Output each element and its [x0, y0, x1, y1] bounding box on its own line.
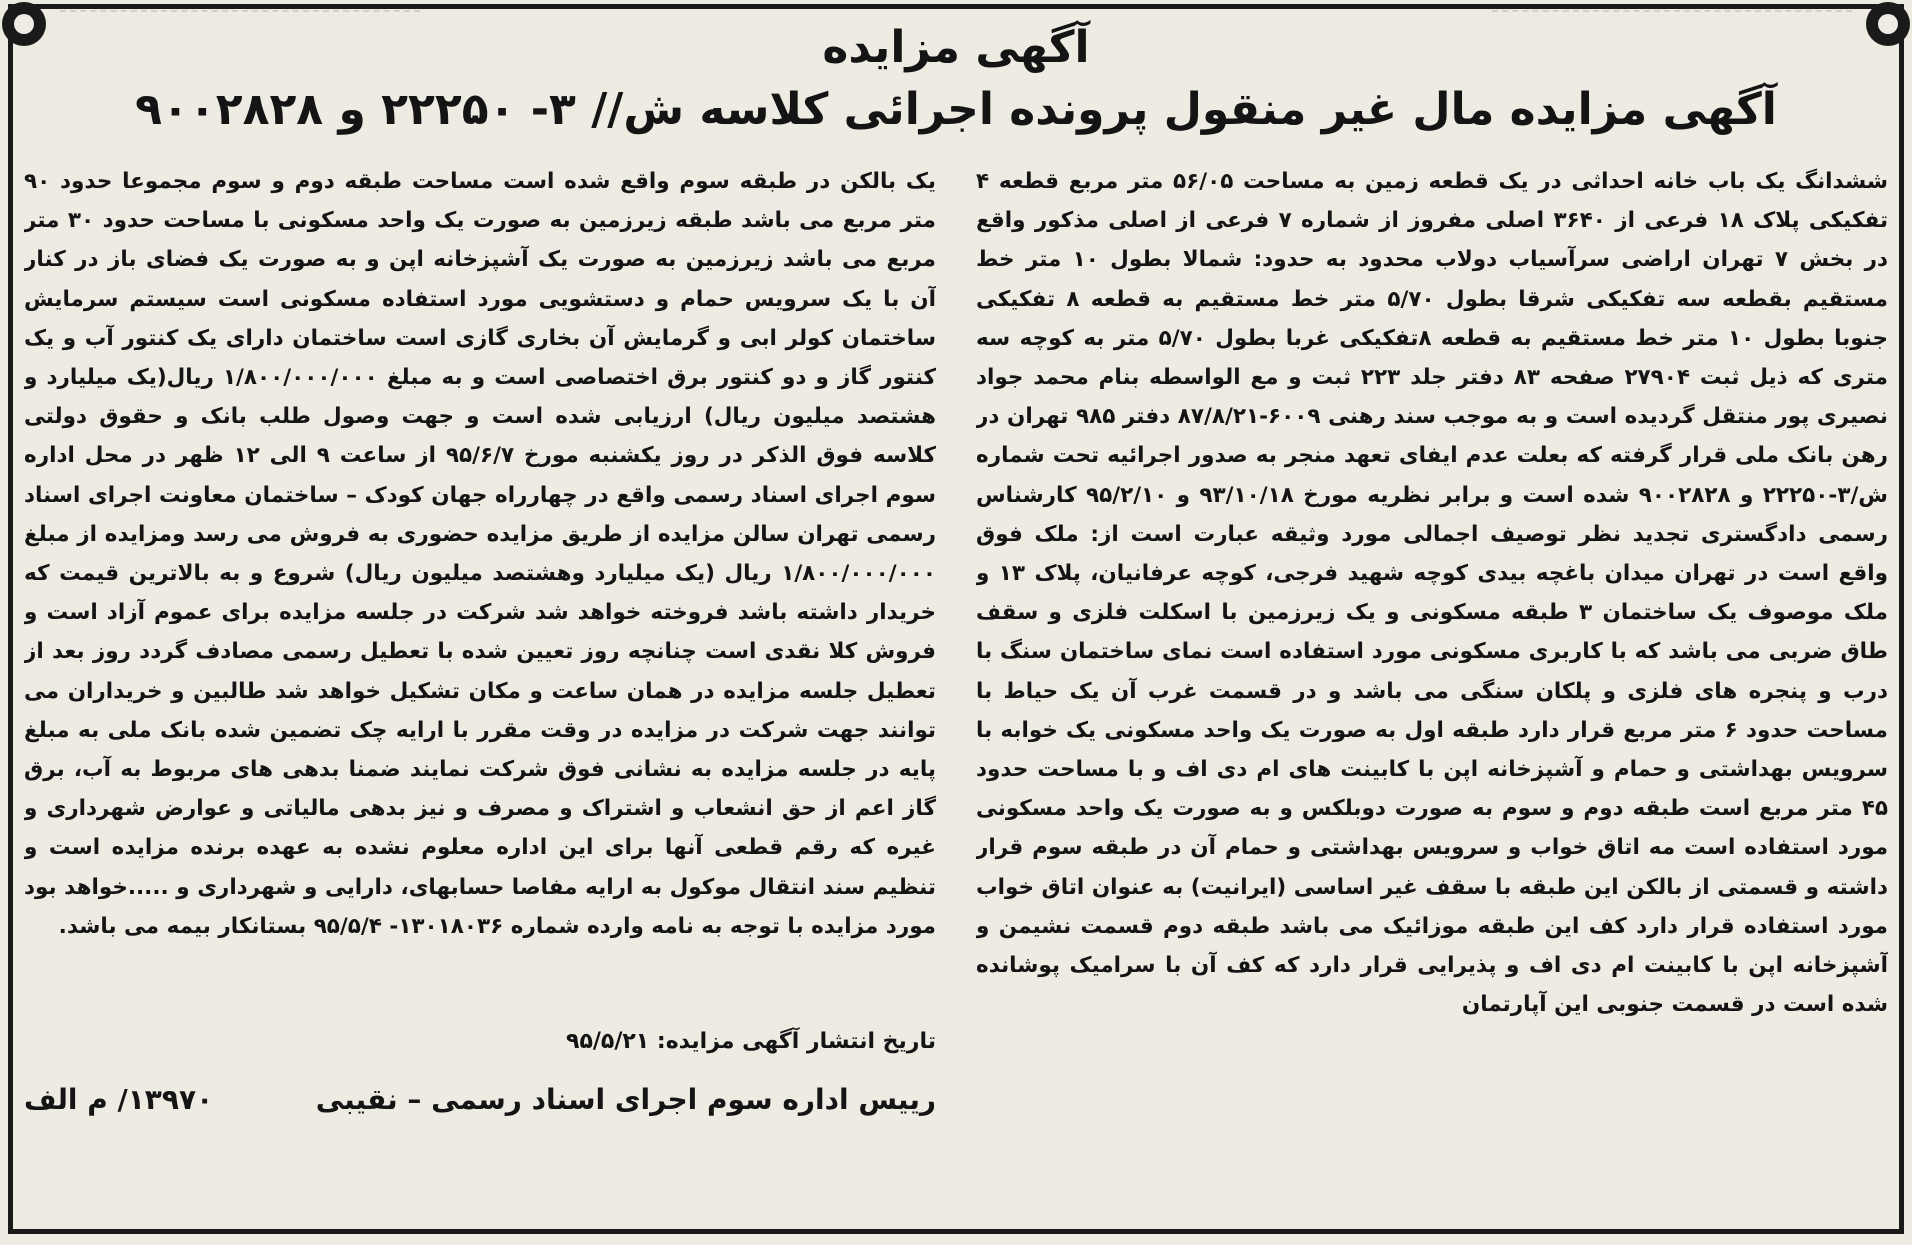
notice-body: [24, 162, 1888, 1202]
left-column: [24, 162, 936, 1202]
notice-subtitle: آگهی مزایده مال غیر منقول پرونده اجرائی کلاسه ش// ۳- ۲۲۲۵۰ و ۹۰۰۲۸۲۸: [135, 84, 1777, 135]
notice-title: آگهی مزایده: [822, 22, 1090, 73]
publication-date: تاریخ انتشار آگهی مزایده: ۹۵/۵/۲۱: [566, 1029, 936, 1054]
signature: رییس اداره سوم اجرای اسناد رسمی – نقیبی: [315, 1083, 936, 1116]
reference-number: ۱۳۹۷۰/ م الف: [24, 1083, 214, 1116]
left-column-text: یک بالکن در طبقه سوم واقع شده است مساحت طبقه دوم و سوم مجموعا حدود ۹۰ متر مربع می باشد طبقه زیرزمین به صورت یک واحد مسکونی با مساحت حدود ۳۰ متر مربع می باشد زیرزمین به صورت یک آشپزخانه اپن و به صورت یک فضای باز در کنار آن با یک سرویس حمام و دستشویی مورد استفاده مسکونی است سیستم سرمایش ساختمان کولر ابی و گرمایش آن بخاری گازی است ساختمان دارای یک کنتور آب و یک کنتور گاز و دو کنتور برق اختصاصی است و به مبلغ ۱/۸۰۰/۰۰۰/۰۰۰ ریال(یک میلیارد و هشتصد میلیون ریال) ارزیابی شده است و جهت وصول طلب بانک و حقوق دولتی کلاسه فوق الذکر در روز یکشنبه مورخ ۹۵/۶/۷ از ساعت ۹ الی ۱۲ ظهر در محل اداره سوم اجرای اسناد رسمی واقع در چهارراه جهان کودک – ساختمان معاونت اجرای اسناد رسمی تهران سالن مزایده از طریق مزایده حضوری به فروش می رسد ومزایده از مبلغ ۱/۸۰۰/۰۰۰/۰۰۰ ریال (یک میلیارد وهشتصد میلیون ریال) شروع و به بالاترین قیمت که خریدار داشته باشد فروخته خواهد شد شرکت در جلسه مزایده برای عموم آزاد است و فروش کلا نقدی است چنانچه روز تعیین شده با تعطیل رسمی مصادف گردد روز بعد از تعطیل جلسه مزایده در همان ساعت و مکان تشکیل خواهد شد طالبین و خریداران می توانند جهت شرکت در مزایده در وقت مقرر با ارایه چک تضمین شده بانک ملی به مبلغ پایه در جلسه مزایده به نشانی فوق شرکت نمایند ضمنا بدهی های مربوط به آب، برق گاز اعم از حق انشعاب و اشتراک و مصرف و نیز بدهی مالیاتی و عوارض شهرداری و غیره که رقم قطعی آنها برای این اداره معلوم نشده به عهده برنده مزایده است و تنظیم سند انتقال موکول به ارایه مفاصا حسابهای، دارایی و شهرداری و .....خواهد بود مورد مزایده با توجه به نامه وارده شماره ۱۳۰۱۸۰۳۶- ۹۵/۵/۴ بستانکار بیمه می باشد.: [24, 169, 936, 939]
notice-header: [0, 20, 1912, 138]
right-column: [976, 162, 1888, 1202]
right-column-text: ششدانگ یک باب خانه احداثی در یک قطعه زمین به مساحت ۵۶/۰۵ متر مربع قطعه ۴ تفکیکی پلاک ۱۸ فرعی از ۳۶۴۰ اصلی مفروز از شماره ۷ فرعی از اصلی مذکور واقع در بخش ۷ تهران اراضی سرآسیاب دولاب محدود به حدود: شمالا بطول ۱۰ متر خط مستقیم بقطعه سه تفکیکی شرقا بطول ۵/۷۰ متر خط مستقیم به قطعه ۸ تفکیکی جنوبا بطول ۱۰ متر خط مستقیم به قطعه ۸تفکیکی غربا بطول ۵/۷۰ متر به کوچه سه متری که ذیل ثبت ۲۷۹۰۴ صفحه ۸۳ دفتر جلد ۲۲۳ ثبت و مع الواسطه بنام محمد جواد نصیری پور منتقل گردیده است و به موجب سند رهنی ۶۰۰۹-۸۷/۸/۲۱ دفتر ۹۸۵ تهران در رهن بانک ملی قرار گرفته که بعلت عدم ایفای تعهد منجر به صدور اجرائیه تحت شماره ش/۳-۲۲۲۵۰ و ۹۰۰۲۸۲۸ شده است و برابر نظریه مورخ ۹۳/۱۰/۱۸ و ۹۵/۲/۱۰ کارشناس رسمی دادگستری تجدید نظر توصیف اجمالی مورد وثیقه عبارت است از: ملک فوق واقع است در تهران میدان باغچه بیدی کوچه شهید فرجی، کوچه عرفانیان، پلاک ۱۳ و ملک موصوف یک ساختمان ۳ طبقه مسکونی و یک زیرزمین با اسکلت فلزی و سقف طاق ضربی می باشد که با کاربری مسکونی مورد استفاده است نمای ساختمان سنگ با درب و پنجره های فلزی و پلکان سنگی می باشد و در قسمت غرب آن یک حیاط با مساحت حدود ۶ متر مربع قرار دارد طبقه اول به صورت یک واحد مسکونی یک خوابه با سرویس بهداشتی و حمام و آشپزخانه اپن با کابینت های ام دی اف و با مساحت حدود ۴۵ متر مربع است طبقه دوم و سوم به صورت دوبلکس و به صورت یک واحد مسکونی مورد استفاده است مه اتاق خواب و سرویس بهداشتی و حمام آن در طبقه سوم قرار داشته و قسمتی از بالکن این طبقه با سقف غیر اساسی (ایرانیت) به عنوان اتاق خواب مورد استفاده قرار دارد کف این طبقه موزائیک می باشد طبقه دوم قسمت نشیمن و آشپزخانه اپن با کابینت ام دی اف و پذیرایی قرار دارد که کف آن با سرامیک پوشانده شده است در قسمت جنوبی این آپارتمان: [976, 169, 1888, 1018]
notice-footer: [24, 1080, 936, 1120]
